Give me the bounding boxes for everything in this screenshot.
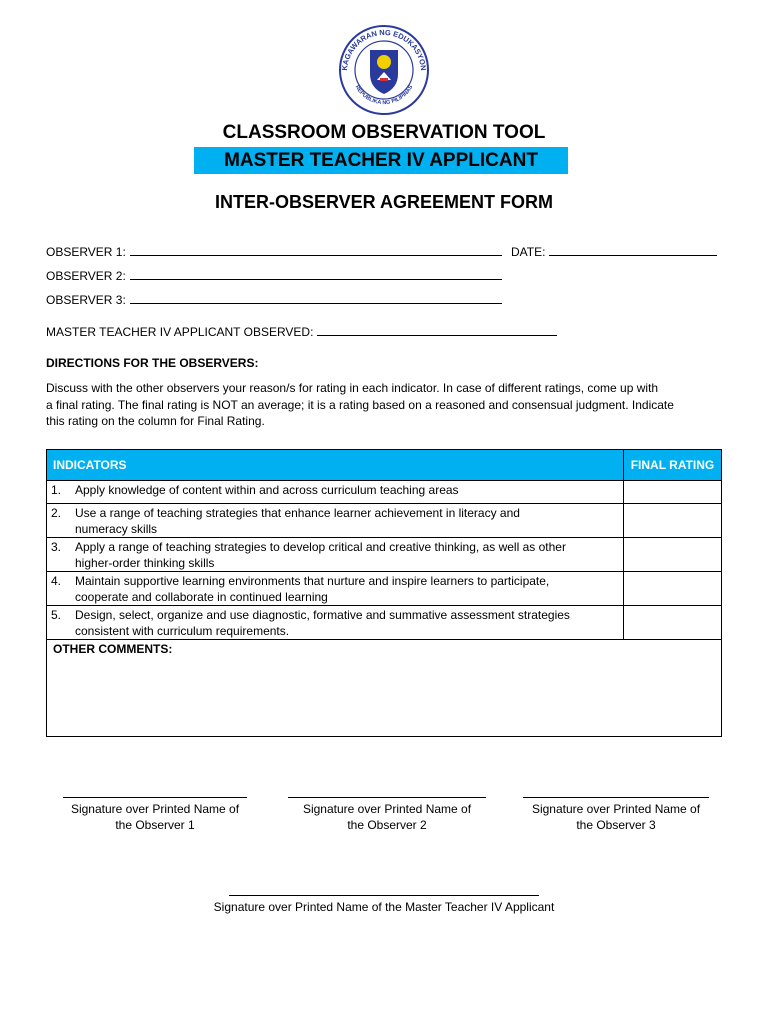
signature-caption: the Observer 2 — [347, 818, 427, 832]
signature-line[interactable] — [229, 895, 539, 896]
table-row — [47, 538, 722, 572]
final-rating-cell[interactable] — [624, 606, 722, 640]
other-comments-row — [47, 640, 722, 737]
applicant-observed-label: MASTER TEACHER IV APPLICANT OBSERVED: — [46, 325, 314, 339]
observer1-field[interactable] — [46, 244, 502, 259]
observer3-label: OBSERVER 3: — [46, 293, 126, 307]
indicators-column-header: INDICATORS — [47, 450, 624, 481]
indicators-table — [46, 449, 722, 737]
signature-caption: Signature over Printed Name of — [531, 802, 701, 816]
table-row — [47, 606, 722, 640]
signature-caption: the Observer 3 — [576, 818, 656, 832]
row-number: 2. — [51, 506, 62, 520]
row-number: 4. — [51, 574, 62, 588]
applicant-observed-field[interactable] — [46, 324, 557, 339]
observer2-line[interactable] — [130, 268, 502, 280]
signature-caption: Signature over Printed Name of — [302, 802, 472, 816]
applicant-banner: MASTER TEACHER IV APPLICANT — [194, 147, 568, 174]
table-row — [47, 504, 722, 538]
signature-observer-1 — [60, 797, 250, 833]
observer1-label: OBSERVER 1: — [46, 245, 126, 259]
indicator-text-cont: consistent with curriculum requirements. — [75, 624, 290, 638]
document-title: CLASSROOM OBSERVATION TOOL — [222, 122, 546, 143]
seal-top-text: KAGAWARAN NG EDUKASYON — [339, 27, 429, 71]
table-row — [47, 572, 722, 606]
signature-caption: Signature over Printed Name of the Master Teacher IV Applicant — [213, 900, 555, 914]
signature-observer-3 — [521, 797, 711, 833]
signature-applicant — [184, 895, 584, 915]
signature-observer-2 — [287, 797, 487, 833]
directions-line: Discuss with the other observers your reason/s for rating in each indicator. In case of different ratings, come up with — [46, 381, 659, 395]
indicator-text-cont: higher-order thinking skills — [75, 556, 215, 570]
observer2-field[interactable] — [46, 268, 502, 283]
date-field[interactable] — [511, 244, 717, 259]
row-number: 1. — [51, 483, 62, 497]
final-rating-cell[interactable] — [624, 481, 722, 504]
signature-line[interactable] — [523, 797, 709, 798]
directions-text — [46, 380, 736, 430]
directions-line: a final rating. The final rating is NOT an average; it is a rating based on a reasoned and consensual judgment. Indicate — [46, 397, 674, 412]
final-rating-cell[interactable] — [624, 538, 722, 572]
date-label: DATE: — [511, 245, 546, 259]
signature-line[interactable] — [288, 797, 486, 798]
directions-line: this rating on the column for Final Rating. — [46, 414, 265, 428]
signature-caption: the Observer 1 — [115, 818, 195, 832]
observer1-line[interactable] — [130, 244, 502, 256]
signature-line[interactable] — [63, 797, 247, 798]
indicator-text: Apply knowledge of content within and across curriculum teaching areas — [75, 483, 459, 497]
deped-seal-logo — [333, 24, 435, 116]
indicator-text: Apply a range of teaching strategies to develop critical and creative thinking, as well as other — [75, 540, 566, 554]
seal-bottom-text: REPUBLIKA NG PILIPINAS — [353, 84, 415, 107]
observer3-line[interactable] — [130, 292, 502, 304]
table-row — [47, 481, 722, 504]
other-comments-label: OTHER COMMENTS: — [53, 642, 173, 656]
form-title: INTER-OBSERVER AGREEMENT FORM — [214, 192, 554, 212]
table-header-row — [47, 450, 722, 481]
indicator-text: Use a range of teaching strategies that enhance learner achievement in literacy and — [75, 506, 520, 520]
row-number: 5. — [51, 608, 62, 622]
indicator-text: Maintain supportive learning environments that nurture and inspire learners to participate, — [75, 574, 550, 588]
final-rating-cell[interactable] — [624, 504, 722, 538]
indicator-text-cont: numeracy skills — [75, 522, 158, 536]
observer2-label: OBSERVER 2: — [46, 269, 126, 283]
other-comments-box[interactable] — [47, 640, 722, 737]
indicator-text: Design, select, organize and use diagnostic, formative and summative assessment strategies — [75, 608, 570, 622]
date-line[interactable] — [549, 244, 717, 256]
signature-caption: Signature over Printed Name of — [70, 802, 240, 816]
final-rating-column-header: FINAL RATING — [624, 450, 722, 481]
final-rating-cell[interactable] — [624, 572, 722, 606]
row-number: 3. — [51, 540, 62, 554]
applicant-observed-line[interactable] — [317, 324, 557, 336]
indicator-text-cont: cooperate and collaborate in continued learning — [75, 590, 328, 604]
directions-heading: DIRECTIONS FOR THE OBSERVERS: — [46, 356, 259, 370]
observer3-field[interactable] — [46, 292, 502, 307]
